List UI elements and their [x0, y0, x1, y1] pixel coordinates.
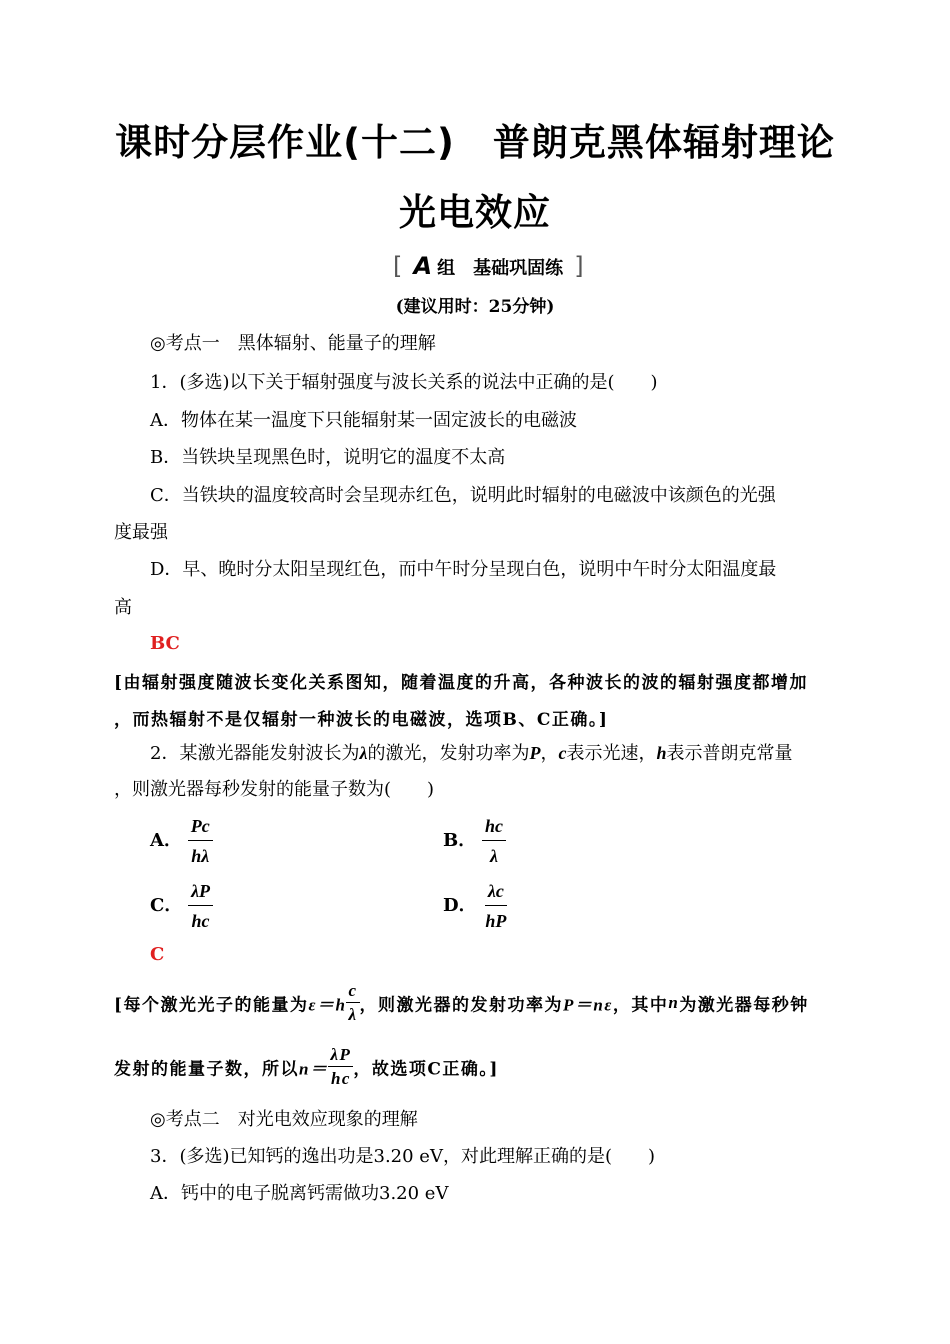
q1-stem: 1．(多选)以下关于辐射强度与波长关系的说法中正确的是( ) [150, 372, 658, 393]
q2-exp-part4: 为激光器每秒钟 [679, 995, 809, 1016]
q2-exp-part2: ，则激光器的发射功率为 [359, 995, 564, 1016]
bracket-left: [ [393, 252, 403, 280]
q2-exp-part1: [每个激光光子的能量为 [114, 995, 309, 1016]
q2-option-a [150, 815, 213, 867]
q2-exp-frac2-numerator: λP [328, 1046, 353, 1067]
q2-option-d-label: D． [443, 895, 477, 916]
q1-option-c-line2: 度最强 [114, 522, 168, 543]
page-title: 课时分层作业(十二) 普朗克黑体辐射理论 [115, 121, 835, 164]
q1-option-b: B．当铁块呈现黑色时，说明它的温度不太高 [150, 447, 506, 468]
group-heading [393, 252, 584, 280]
q2-option-b-denominator: λ [489, 846, 498, 866]
q2-option-a-label: A． [150, 830, 182, 851]
q2-stem-part1: 2．某激光器能发射波长为 [150, 743, 360, 764]
q2-light-speed-symbol: c [558, 743, 567, 763]
q1-explanation-line2: ，而热辐射不是仅辐射一种波长的电磁波，选项B、C正确。] [114, 710, 609, 730]
q2-option-c-label: C． [150, 895, 183, 916]
q2-answer: C [150, 944, 165, 965]
q2-option-c [150, 880, 213, 932]
q2-lambda: λ [359, 743, 368, 763]
q2-stem-part4: 表示普朗克常量 [666, 743, 793, 764]
group-label: 组 基础巩固练 [437, 258, 564, 279]
q2-exp-fraction-lambdaP-hc [328, 1046, 353, 1088]
q2-exp-frac1-numerator: c [346, 982, 359, 1003]
q1-option-d-line1: D．早、晚时分太阳呈现红色，而中午时分呈现白色，说明中午时分太阳温度最 [150, 559, 777, 580]
q2-exp-part5: 发射的能量子数，所以 [114, 1059, 299, 1080]
q2-explanation-line2 [114, 1046, 499, 1088]
q2-exp-frac1-denominator: λ [348, 1005, 358, 1024]
q2-explanation-line1 [114, 982, 809, 1024]
q2-option-b-numerator: hc [482, 815, 506, 841]
q1-option-a: A．物体在某一温度下只能辐射某一固定波长的电磁波 [150, 410, 577, 431]
time-hint: (建议用时：25分钟) [395, 297, 555, 317]
q2-option-d-fraction [482, 880, 509, 932]
q1-explanation-line1: [由辐射强度随波长变化关系图知，随着温度的升高，各种波长的波的辐射强度都增加 [114, 673, 809, 693]
q2-stem-part2: 的激光，发射功率为 [367, 743, 530, 764]
q2-option-a-numerator: Pc [188, 815, 213, 841]
q2-comma: ， [540, 743, 559, 764]
q2-option-d [443, 880, 509, 932]
q2-exp-power-eq: P＝nε [563, 995, 613, 1015]
q2-stem-line1 [150, 742, 792, 765]
q2-power-symbol: P [529, 743, 541, 763]
q2-exp-n-symbol: n [668, 993, 680, 1012]
section-heading-1: ◎考点一 黑体辐射、能量子的理解 [150, 333, 436, 354]
bracket-right: ] [574, 252, 584, 280]
q2-option-a-denominator: hλ [191, 846, 210, 866]
q3-stem: 3．(多选)已知钙的逸出功是3.20 eV，对此理解正确的是( ) [150, 1146, 655, 1167]
q2-exp-fraction-c-lambda [346, 982, 359, 1024]
q2-option-d-denominator: hP [485, 911, 507, 931]
q2-option-d-numerator: λc [485, 880, 507, 906]
q2-stem-line2: ，则激光器每秒发射的能量子数为( ) [114, 779, 435, 800]
q1-option-c-line1: C．当铁块的温度较高时会呈现赤红色，说明此时辐射的电磁波中该颜色的光强 [150, 485, 776, 506]
group-letter: A [413, 252, 433, 280]
q3-option-a: A．钙中的电子脱离钙需做功3.20 eV [150, 1183, 449, 1204]
q2-option-b-fraction [482, 815, 506, 867]
q2-option-a-fraction [188, 815, 213, 867]
q2-stem-part3: 表示光速， [566, 743, 657, 764]
section-heading-2: ◎考点二 对光电效应现象的理解 [150, 1109, 418, 1130]
q2-planck-symbol: h [656, 743, 667, 763]
q2-exp-n-eq: n＝ [299, 1059, 329, 1079]
q1-answer: BC [150, 633, 180, 654]
q2-option-c-numerator: λP [188, 880, 213, 906]
q2-option-b [443, 815, 506, 867]
q2-option-c-denominator: hc [191, 911, 210, 931]
q2-exp-part6: ，故选项C正确。] [353, 1059, 499, 1080]
q2-exp-energy-eq: ε＝h [308, 995, 347, 1015]
q2-exp-part3: ，其中 [612, 995, 669, 1016]
q2-exp-frac2-denominator: hc [330, 1069, 351, 1088]
q2-option-b-label: B． [443, 830, 477, 851]
q1-option-d-line2: 高 [114, 597, 132, 618]
page-subtitle: 光电效应 [399, 191, 551, 234]
q2-option-c-fraction [188, 880, 213, 932]
